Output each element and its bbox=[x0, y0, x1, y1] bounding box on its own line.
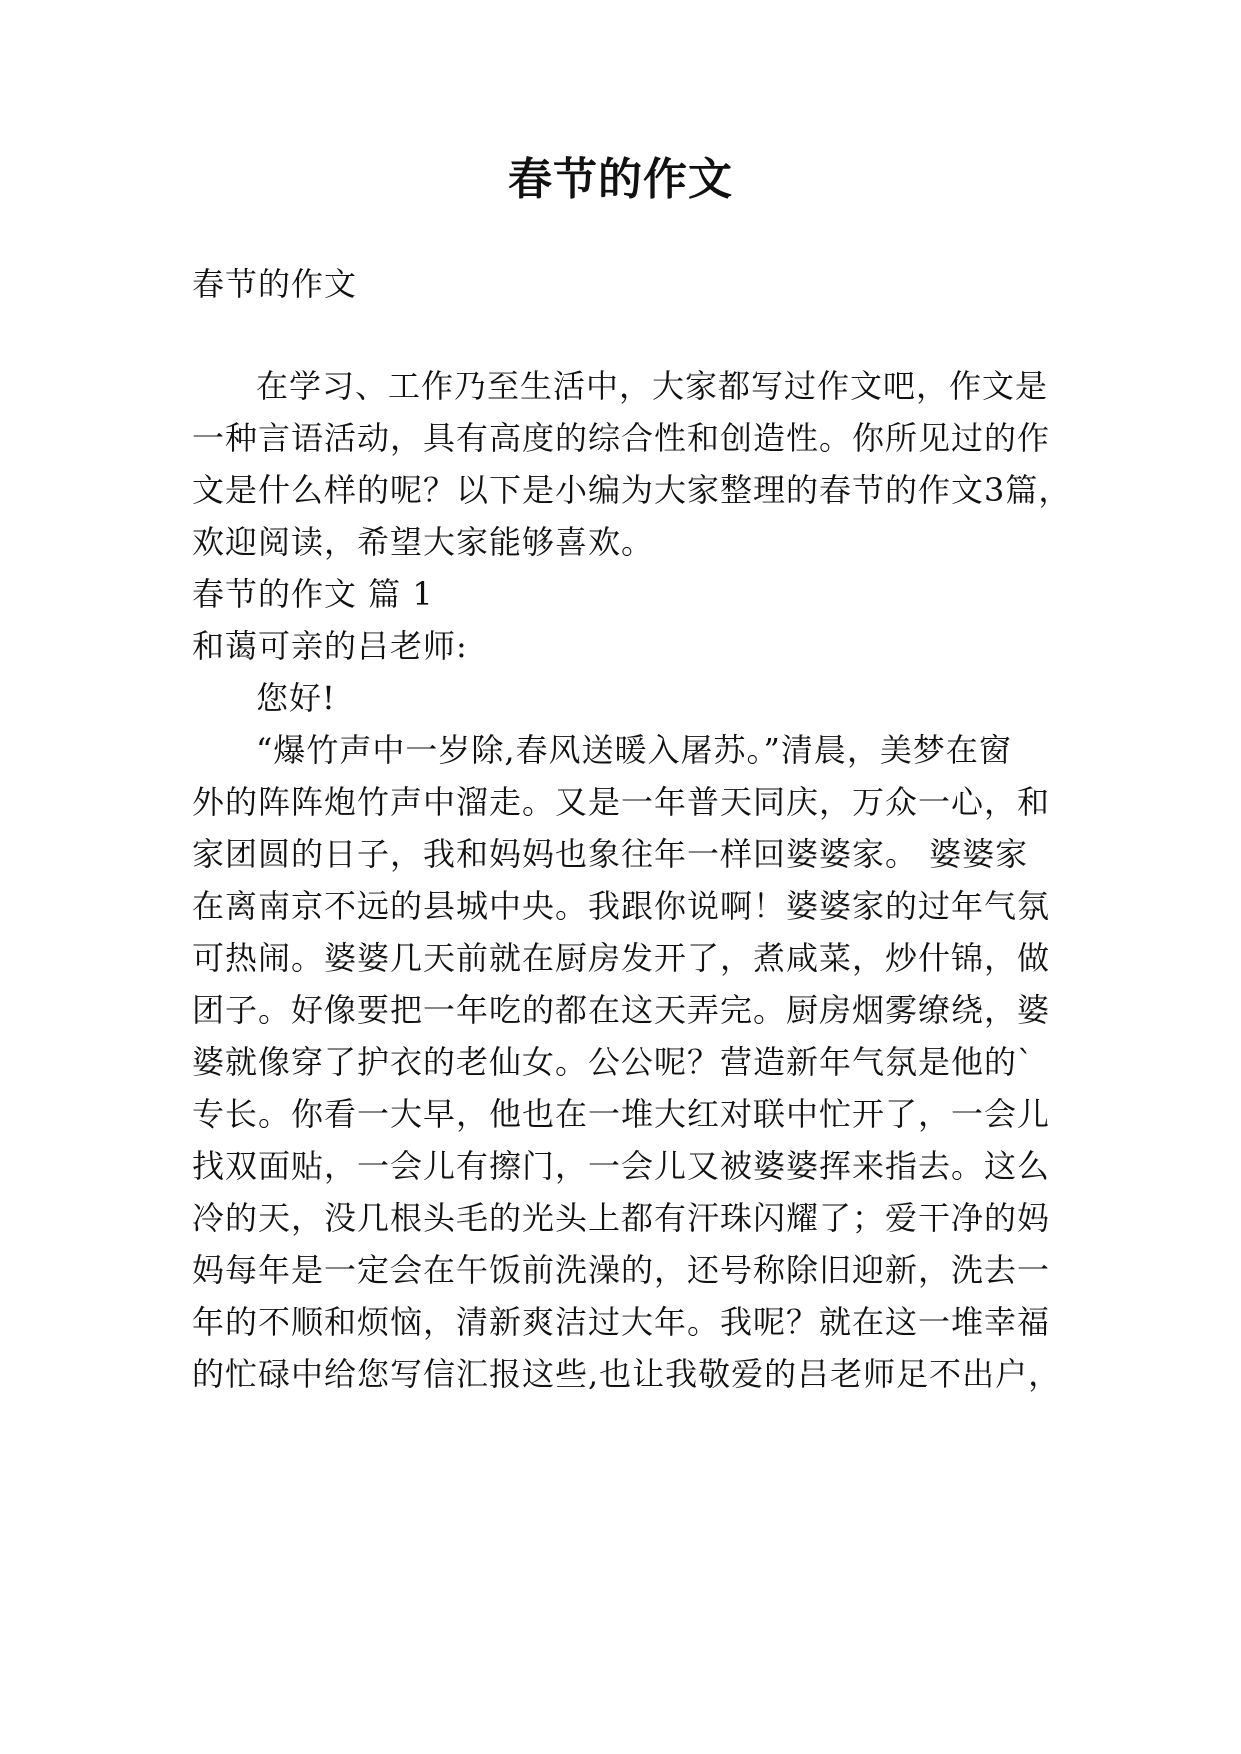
body-line-13: 的忙碌中给您写信汇报这些,也让我敬爱的吕老师足不出户， bbox=[192, 1355, 1062, 1393]
body-line-11: 妈每年是一定会在午饭前洗澡的，还号称除旧迎新，洗去一 bbox=[192, 1251, 1051, 1289]
document-title: 春节的作文 bbox=[508, 154, 733, 205]
greeting: 您好! bbox=[256, 679, 336, 717]
body-line-6: 团子。好像要把一年吃的都在这天弄完。厨房烟雾缭绕，婆 bbox=[192, 991, 1051, 1029]
intro-line-1: 在学习、工作乃至生活中，大家都写过作文吧，作文是 bbox=[256, 367, 1049, 405]
body-line-2: 外的阵阵炮竹声中溜走。又是一年普天同庆，万众一心，和 bbox=[192, 783, 1051, 821]
body-line-10: 冷的天，没几根头毛的光头上都有汗珠闪耀了；爱干净的妈 bbox=[192, 1199, 1051, 1237]
body-line-7: 婆就像穿了护衣的老仙女。公公呢？营造新年气氛是他的` bbox=[192, 1043, 1035, 1081]
body-line-3: 家团圆的日子，我和妈妈也象往年一样回婆婆家。 婆婆家 bbox=[192, 835, 1029, 873]
body-line-12: 年的不顺和烦恼，清新爽洁过大年。我呢？就在这一堆幸福 bbox=[192, 1303, 1051, 1341]
intro-line-4: 欢迎阅读，希望大家能够喜欢。 bbox=[192, 523, 655, 561]
body-line-1: “爆竹声中一岁除,春风送暖入屠苏。”清晨，美梦在窗 bbox=[256, 731, 1012, 769]
section-heading: 春节的作文 篇 1 bbox=[192, 575, 434, 613]
intro-line-3: 文是什么样的呢？以下是小编为大家整理的春节的作文3篇， bbox=[192, 471, 1072, 509]
salutation: 和蔼可亲的吕老师: bbox=[192, 627, 468, 665]
document-subtitle: 春节的作文 bbox=[192, 265, 358, 303]
body-line-4: 在离南京不远的县城中央。我跟你说啊！婆婆家的过年气氛 bbox=[192, 887, 1051, 925]
body-line-8: 专长。你看一大早，他也在一堆大红对联中忙开了，一会儿 bbox=[192, 1095, 1051, 1133]
body-line-5: 可热闹。婆婆几天前就在厨房发开了，煮咸菜，炒什锦，做 bbox=[192, 939, 1051, 977]
body-line-9: 找双面贴，一会儿有擦门，一会儿又被婆婆挥来指去。这么 bbox=[192, 1147, 1051, 1185]
intro-line-2: 一种言语活动，具有高度的综合性和创造性。你所见过的作 bbox=[192, 419, 1051, 457]
